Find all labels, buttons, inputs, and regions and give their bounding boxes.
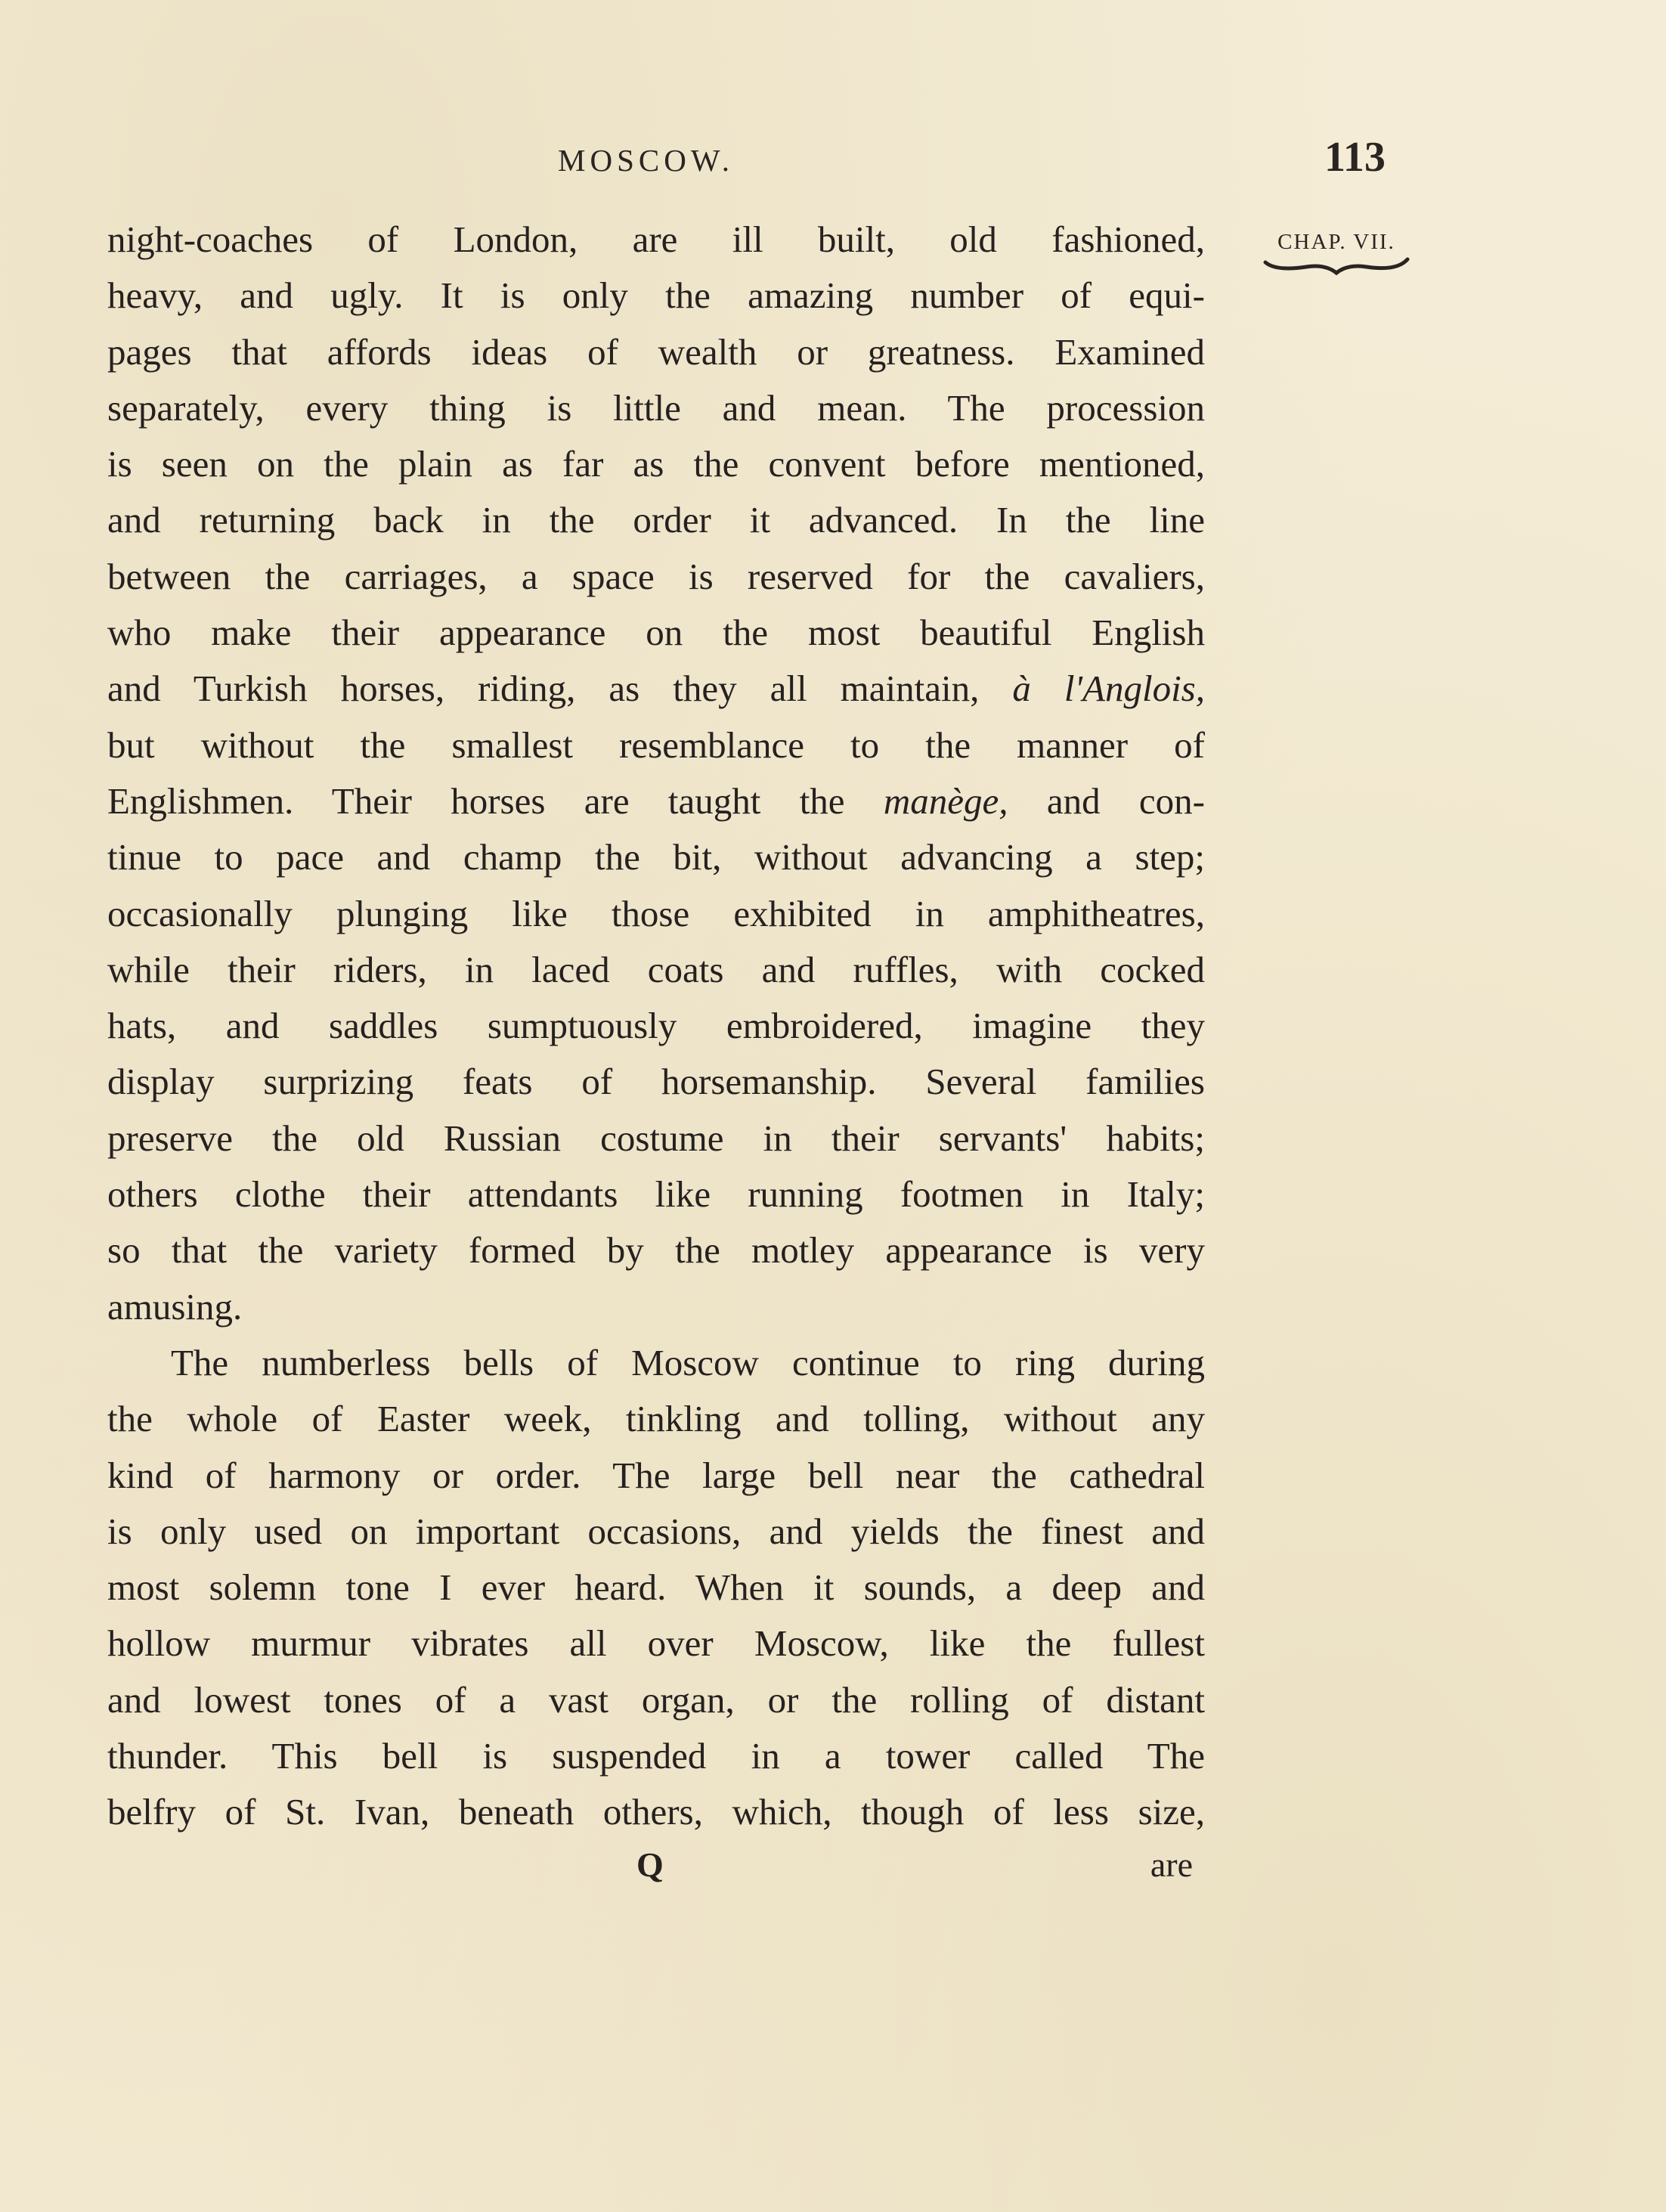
text-line: display surprizing feats of horsemanship. Several families: [107, 1061, 1205, 1103]
italic-phrase: à l'Anglois,: [1012, 668, 1205, 710]
catchword: are: [1150, 1845, 1193, 1884]
running-head: MOSCOW.: [558, 143, 735, 178]
text-line: others clothe their attendants like running footmen in Italy;: [107, 1173, 1205, 1216]
text-line: hats, and saddles sumptuously embroidered, imagine they: [107, 1005, 1205, 1047]
text-line: but without the smallest resemblance to the manner of: [107, 723, 1205, 766]
text-line: preserve the old Russian costume in their servants' habits;: [107, 1117, 1205, 1159]
text-line: who make their appearance on the most beautiful English: [107, 612, 1205, 654]
text-line: and lowest tones of a vast organ, or the rolling of distant: [107, 1678, 1205, 1721]
text-segment: Englishmen. Their horses are taught the: [107, 779, 845, 822]
text-line: occasionally plunging like those exhibited in amphitheatres,: [107, 892, 1205, 934]
text-line: most solemn tone I ever heard. When it sounds, a deep and: [107, 1566, 1205, 1609]
text-line: while their riders, in laced coats and ruffles, with cocked: [107, 948, 1205, 990]
text-line: night-coaches of London, are ill built, old fashioned,: [107, 218, 1205, 260]
text-line: [107, 773, 1205, 829]
text-line: heavy, and ugly. It is only the amazing number of equi-: [107, 274, 1205, 317]
body-text: [107, 212, 1205, 1841]
text-line: and returning back in the order it advanced. In the line: [107, 499, 1205, 541]
text-segment: and Turkish horses, riding, as they all maintain,: [107, 668, 980, 710]
text-segment: and con-: [1046, 779, 1205, 822]
text-line: the whole of Easter week, tinkling and tolling, without any: [107, 1398, 1205, 1440]
text-line: The numberless bells of Moscow continue to ring during: [171, 1341, 1205, 1383]
italic-phrase: manège,: [883, 779, 1008, 822]
text-line: amusing.: [107, 1285, 243, 1328]
brace-ornament-icon: [1261, 256, 1412, 277]
text-line: tinue to pace and champ the bit, without advancing a step;: [107, 836, 1205, 878]
text-line: hollow murmur vibrates all over Moscow, like the fullest: [107, 1622, 1205, 1665]
page-footer: [107, 1845, 1205, 1901]
text-line: is seen on the plain as far as the convent before mentioned,: [107, 443, 1205, 485]
text-line: belfry of St. Ivan, beneath others, which, though of less size,: [107, 1791, 1205, 1833]
chapter-label: CHAP. VII.: [1277, 230, 1395, 254]
text-line: [107, 661, 1205, 717]
margin-note: [1261, 230, 1412, 277]
text-line: separately, every thing is little and mean. The procession: [107, 386, 1205, 429]
signature-mark: Q: [636, 1845, 664, 1884]
text-line: thunder. This bell is suspended in a tower called The: [107, 1735, 1205, 1777]
text-line: pages that affords ideas of wealth or greatness. Examined: [107, 330, 1205, 373]
text-line: is only used on important occasions, and yields the finest and: [107, 1510, 1205, 1552]
text-line: between the carriages, a space is reserved for the cavaliers,: [107, 555, 1205, 597]
text-line: kind of harmony or order. The large bell near the cathedral: [107, 1454, 1205, 1496]
page-number: 113: [1324, 134, 1386, 181]
text-line: so that the variety formed by the motley appearance is very: [107, 1229, 1205, 1272]
